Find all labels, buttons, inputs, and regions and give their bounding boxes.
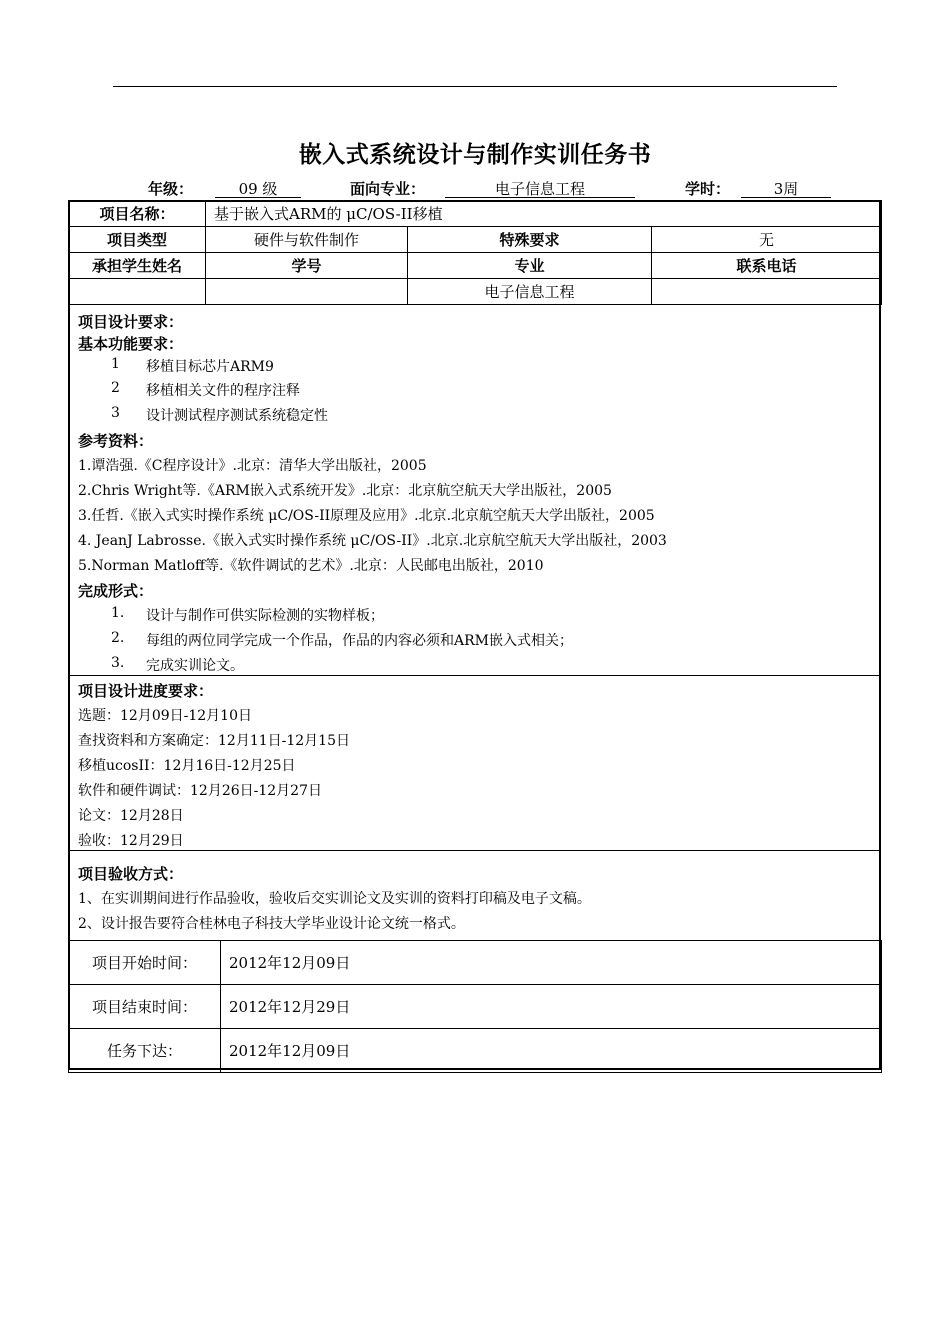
- schedule-item: 软件和硬件调试：12月26日-12月27日: [78, 783, 322, 799]
- form-item-text: 完成实训论文。: [146, 658, 244, 674]
- grade-label: 年级：: [148, 180, 194, 198]
- info-row: [0, 178, 950, 200]
- schedule-item: 移植ucosII：12月16日-12月25日: [78, 758, 296, 774]
- completion-form-heading: 完成形式：: [78, 582, 154, 600]
- major-value: 电子信息工程: [445, 178, 635, 198]
- schedule-item: 查找资料和方案确定：12月11日-12月15日: [78, 733, 350, 749]
- reference-item: 5.Norman Matloff等.《软件调试的艺术》.北京：人民邮电出版社，2010: [78, 558, 544, 574]
- hours-value: 3周: [741, 178, 831, 198]
- form-item-text: 设计与制作可供实际检测的实物样板；: [146, 608, 384, 624]
- design-heading: 项目设计要求：: [78, 313, 184, 331]
- schedule-item: 选题：12月09日-12月10日: [78, 708, 252, 724]
- section-divider: [68, 675, 881, 676]
- reference-item: 2.Chris Wright等.《ARM嵌入式系统开发》.北京：北京航空航天大学出版社，2005: [78, 483, 612, 499]
- section-divider: [68, 850, 881, 851]
- major-label: 面向专业：: [350, 180, 426, 198]
- form-item-num: 3.: [111, 655, 125, 671]
- basic-item-num: 2: [111, 380, 120, 396]
- project-name-value: 基于嵌入式ARM的 μC/OS-II移植: [206, 201, 882, 227]
- form-item-num: 1.: [111, 605, 125, 621]
- references-heading: 参考资料：: [78, 432, 154, 450]
- grade-value: 09 级: [215, 178, 301, 198]
- start-date-row: [69, 941, 882, 985]
- student-phone-cell: [652, 279, 882, 305]
- schedule-item: 论文：12月28日: [78, 808, 184, 824]
- student-major-header: 专业: [408, 253, 652, 279]
- special-req-label: 特殊要求: [408, 227, 652, 253]
- dates-table: [68, 940, 882, 1073]
- student-phone-header: 联系电话: [652, 253, 882, 279]
- acceptance-item: 2、设计报告要符合桂林电子科技大学毕业设计论文统一格式。: [78, 916, 465, 932]
- start-date-label: 项目开始时间：: [69, 941, 221, 985]
- assign-date-label: 任务下达：: [69, 1029, 221, 1073]
- basic-item-num: 3: [111, 405, 120, 421]
- project-name-row: [69, 201, 882, 227]
- project-type-value: 硬件与软件制作: [206, 227, 408, 253]
- project-info-table: [68, 200, 882, 305]
- basic-item-text: 移植目标芯片ARM9: [146, 359, 274, 375]
- start-date-value: 2012年12月09日: [221, 941, 882, 985]
- student-name-header: 承担学生姓名: [69, 253, 206, 279]
- schedule-heading: 项目设计进度要求：: [78, 682, 214, 700]
- project-type-row: [69, 227, 882, 253]
- student-major-cell: 电子信息工程: [408, 279, 652, 305]
- schedule-item: 验收：12月29日: [78, 833, 184, 849]
- basic-function-heading: 基本功能要求：: [78, 335, 184, 353]
- hours-label: 学时：: [685, 180, 731, 198]
- basic-item-text: 移植相关文件的程序注释: [146, 383, 300, 399]
- basic-item-num: 1: [111, 356, 120, 372]
- assign-date-row: [69, 1029, 882, 1073]
- header-rule: [113, 86, 837, 87]
- acceptance-item: 1、在实训期间进行作品验收，验收后交实训论文及实训的资料打印稿及电子文稿。: [78, 891, 591, 907]
- form-item-num: 2.: [111, 630, 125, 646]
- project-name-label: 项目名称：: [69, 201, 206, 227]
- end-date-row: [69, 985, 882, 1029]
- student-header-row: [69, 253, 882, 279]
- student-id-cell: [206, 279, 408, 305]
- project-type-label: 项目类型: [69, 227, 206, 253]
- student-row: [69, 279, 882, 305]
- reference-item: 1.谭浩强.《C程序设计》.北京：清华大学出版社，2005: [78, 458, 427, 474]
- end-date-label: 项目结束时间：: [69, 985, 221, 1029]
- special-req-value: 无: [652, 227, 882, 253]
- document-title: 嵌入式系统设计与制作实训任务书: [298, 142, 652, 168]
- end-date-value: 2012年12月29日: [221, 985, 882, 1029]
- reference-item: 4. JeanJ Labrosse.《嵌入式实时操作系统 μC/OS-II》.北京.北京航空航天大学出版社，2003: [78, 533, 667, 549]
- student-name-cell: [69, 279, 206, 305]
- acceptance-heading: 项目验收方式：: [78, 865, 184, 883]
- assign-date-value: 2012年12月09日: [221, 1029, 882, 1073]
- student-id-header: 学号: [206, 253, 408, 279]
- reference-item: 3.任哲.《嵌入式实时操作系统 μC/OS-II原理及应用》.北京.北京航空航天大学出版社，2005: [78, 508, 655, 524]
- form-item-text: 每组的两位同学完成一个作品，作品的内容必须和ARM嵌入式相关；: [146, 633, 573, 649]
- basic-item-text: 设计测试程序测试系统稳定性: [146, 408, 328, 424]
